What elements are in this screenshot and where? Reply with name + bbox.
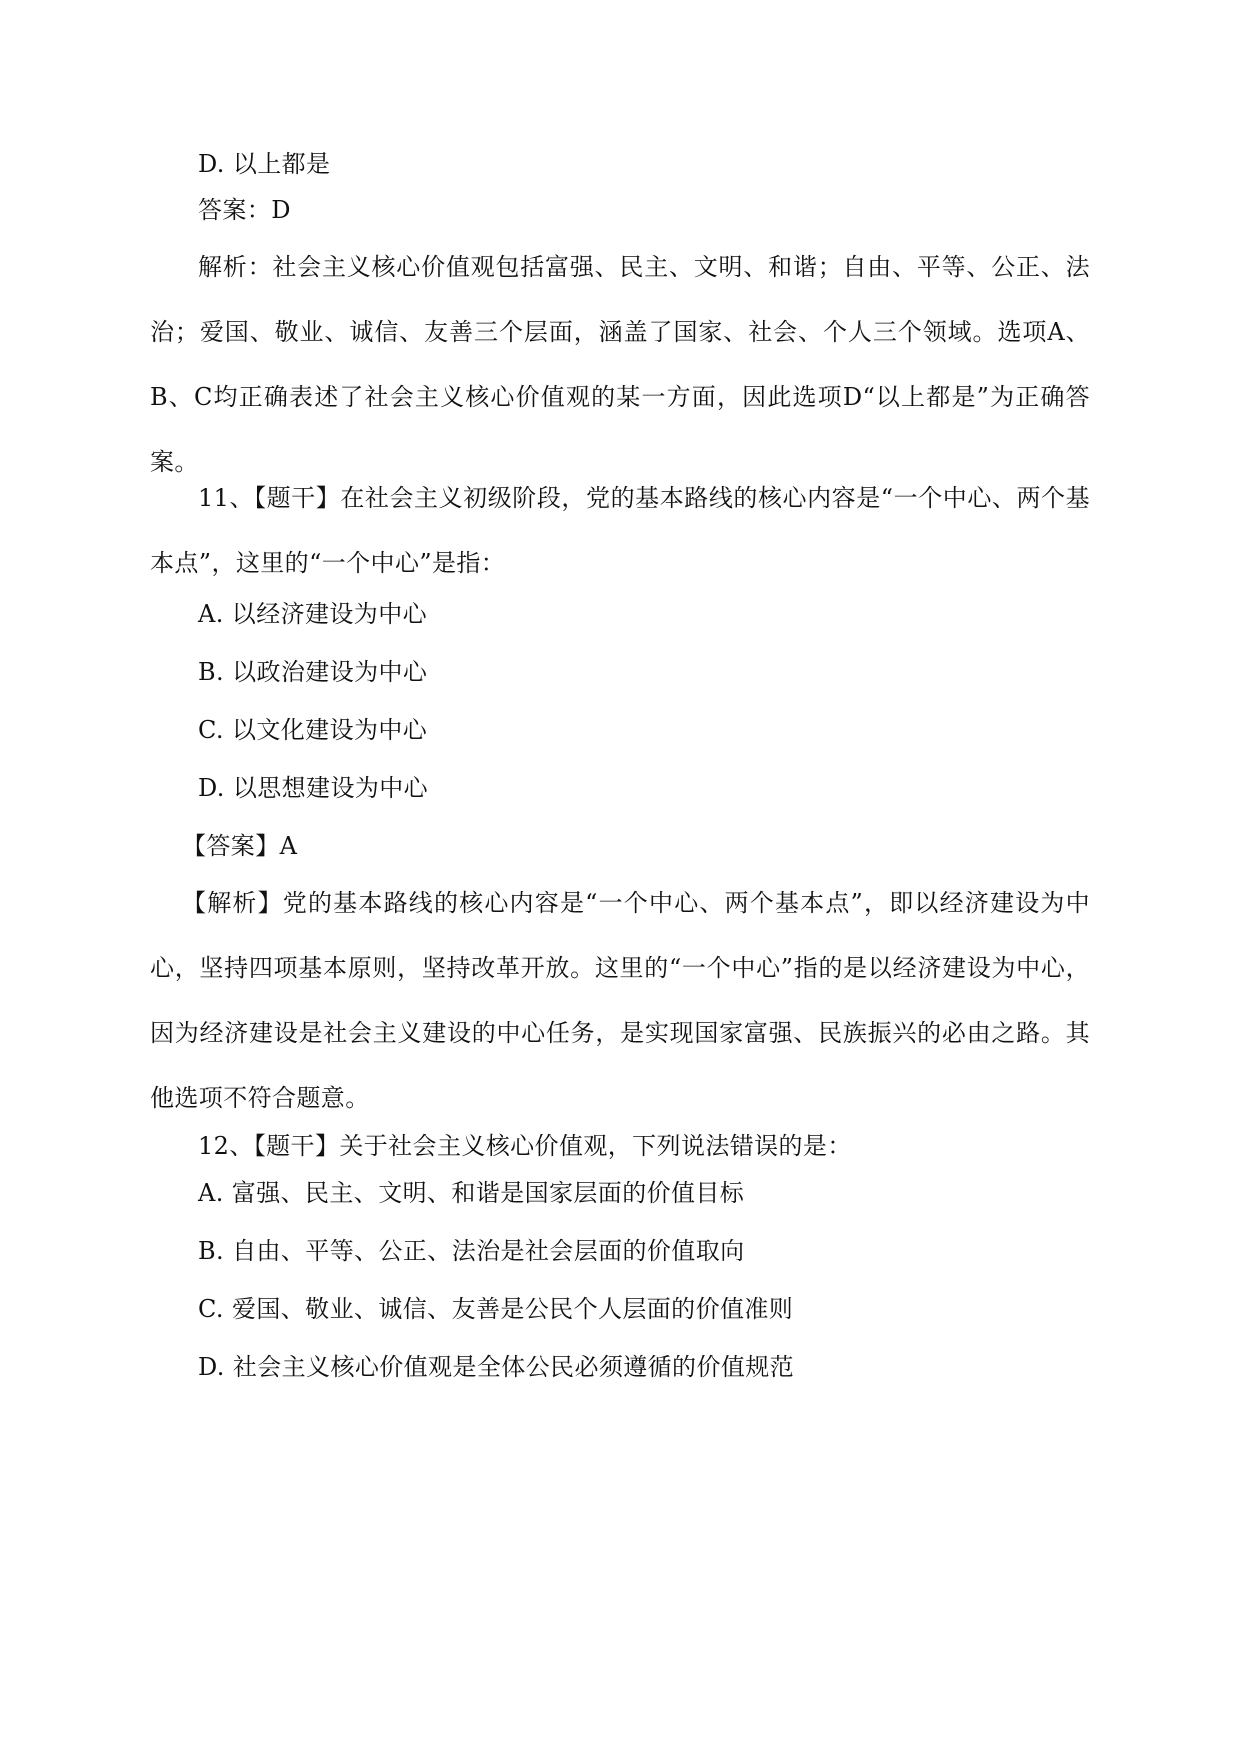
q12-stem: 12、【题干】关于社会主义核心价值观，下列说法错误的是： [198,1132,852,1160]
q12-option-c: C. 爱国、敬业、诚信、友善是公民个人层面的价值准则 [198,1295,794,1323]
q10-option-d: D. 以上都是 [198,150,331,178]
q11-option-b: B. 以政治建设为中心 [198,658,428,686]
q11-option-d: D. 以思想建设为中心 [198,774,429,802]
q10-analysis: 解析：社会主义核心价值观包括富强、民主、文明、和谐；自由、平等、公正、法治；爱国、敬业、诚信、友善三个层面，涵盖了国家、社会、个人三个领域。选项A、B、C均正确表述了社会主义核心价值观的某一方面，因此选项D“以上都是”为正确答案。 [150,253,1090,476]
q12-option-b: B. 自由、平等、公正、法治是社会层面的价值取向 [198,1237,745,1265]
q12-option-a: A. 富强、民主、文明、和谐是国家层面的价值目标 [198,1179,745,1207]
q12-option-d: D. 社会主义核心价值观是全体公民必须遵循的价值规范 [198,1353,795,1381]
q11-answer: 【答案】A [182,832,298,860]
q11-option-c: C. 以文化建设为中心 [198,716,428,744]
q10-answer: 答案：D [198,196,291,224]
q11-analysis: 【解析】党的基本路线的核心内容是“一个中心、两个基本点”，即以经济建设为中心，坚持四项基本原则，坚持改革开放。这里的“一个中心”指的是以经济建设为中心，因为经济建设是社会主义建设的中心任务，是实现国家富强、民族振兴的必由之路。其他选项不符合题意。 [150,889,1090,1112]
q11-stem: 11、【题干】在社会主义初级阶段，党的基本路线的核心内容是“一个中心、两个基本点”，这里的“一个中心”是指： [150,484,1090,577]
q11-option-a: A. 以经济建设为中心 [198,600,427,628]
